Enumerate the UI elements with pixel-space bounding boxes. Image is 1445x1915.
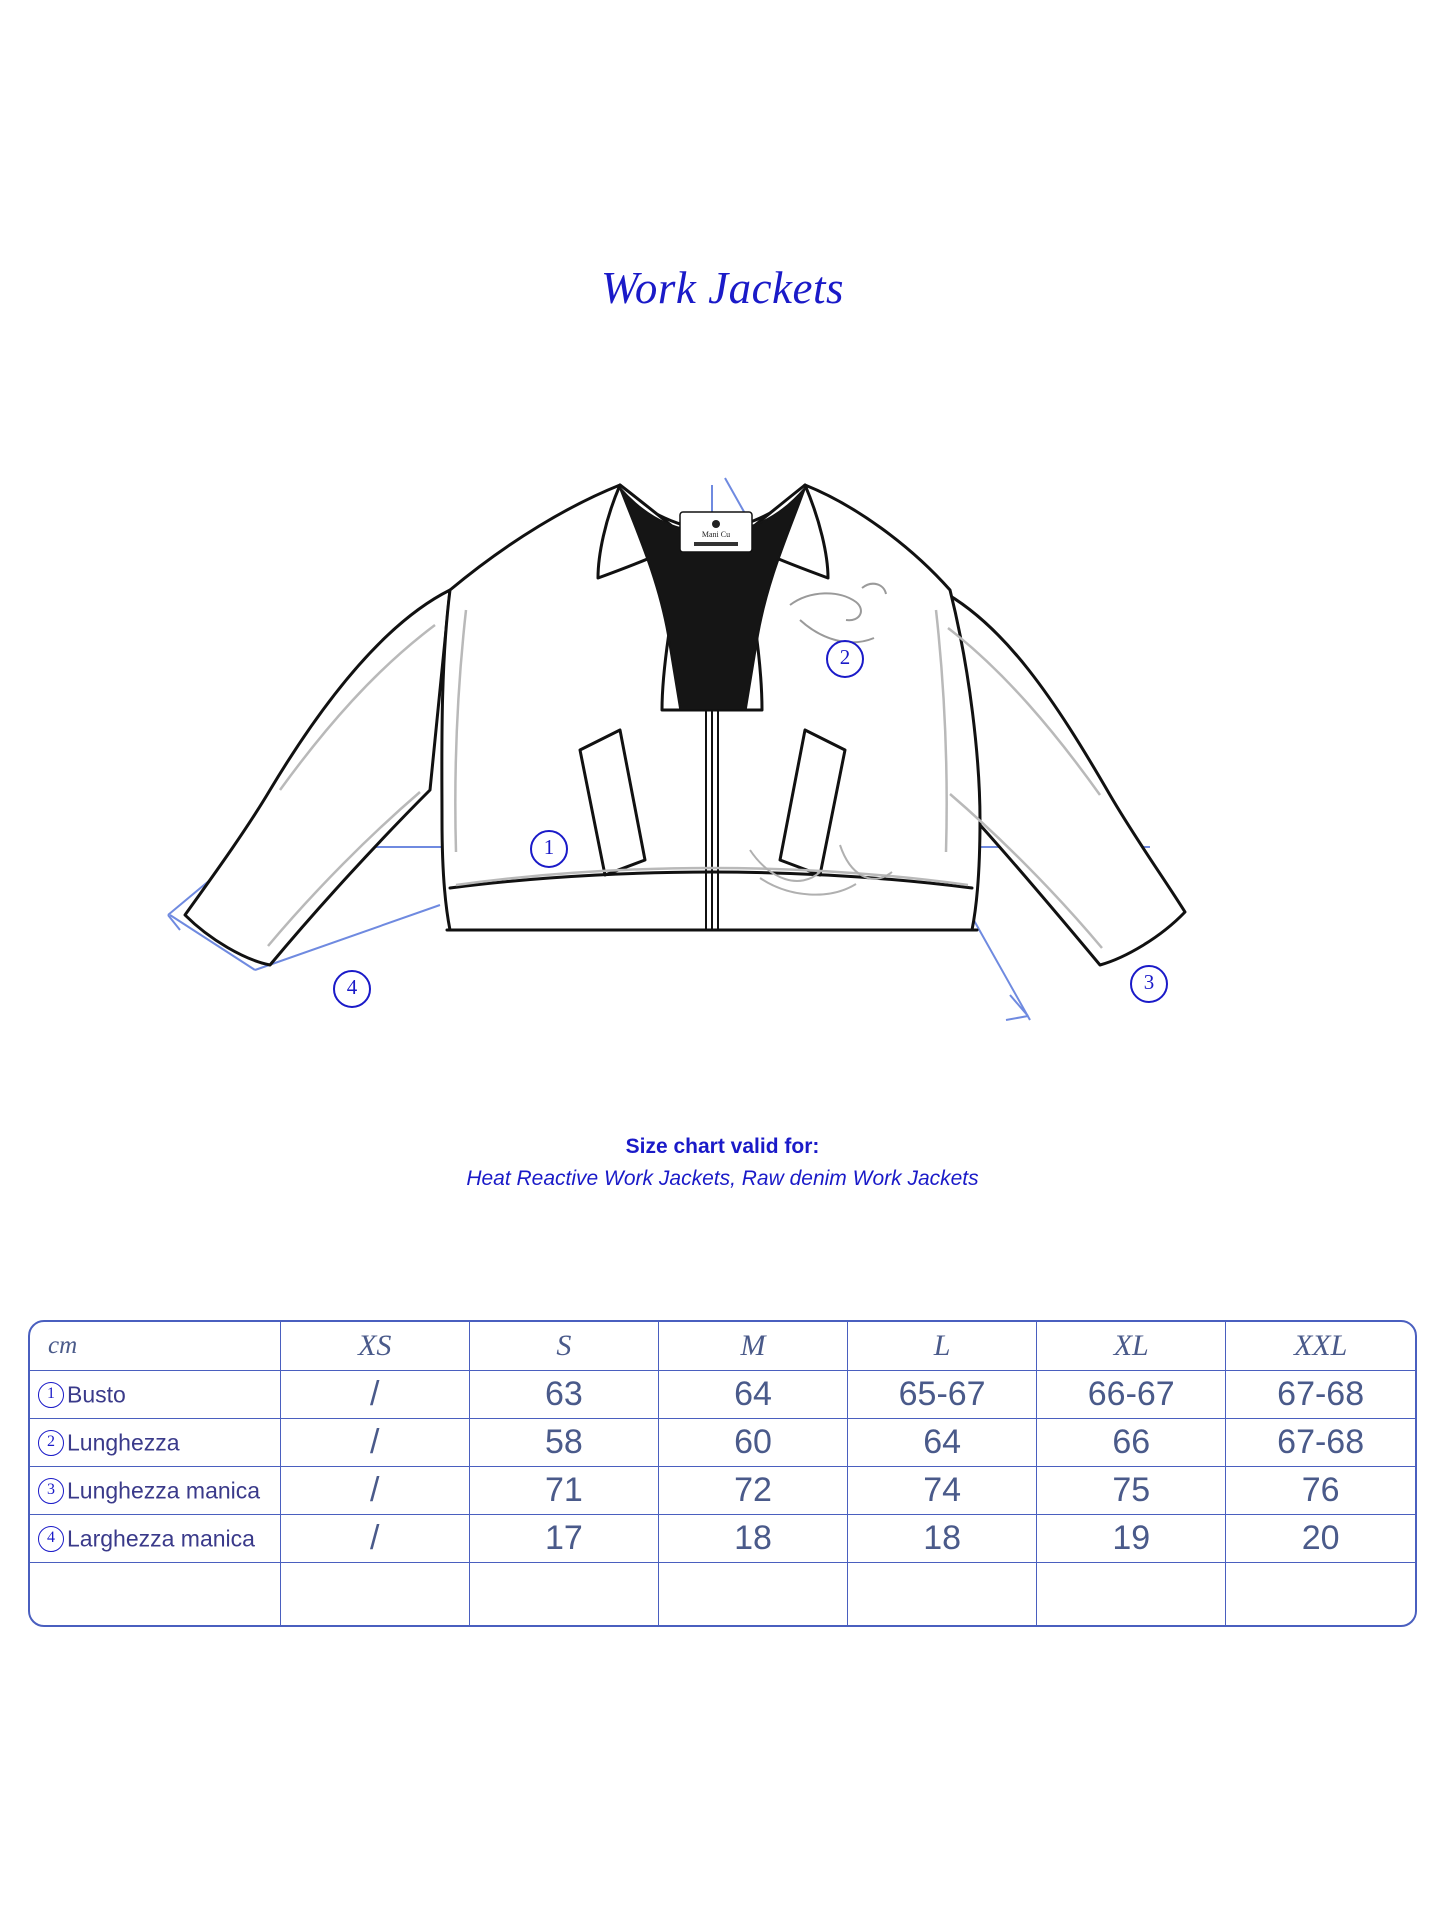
cell-lunghezza-manica-l: 74: [848, 1467, 1037, 1515]
cell-busto-xl: 66-67: [1037, 1371, 1226, 1419]
cell-larghezza-manica-l: 18: [848, 1515, 1037, 1563]
jacket-drawing-svg: [150, 460, 1295, 1120]
row-number-icon: 1: [38, 1382, 64, 1408]
marker-4: 4: [333, 970, 371, 1008]
cell-lunghezza-manica-m: 72: [658, 1467, 847, 1515]
cell-lunghezza-xxl: 67-68: [1226, 1419, 1415, 1467]
cell-lunghezza-m: 60: [658, 1419, 847, 1467]
jacket-illustration: [150, 460, 1295, 1120]
cell-larghezza-manica-s: 17: [469, 1515, 658, 1563]
row-label-text: Lunghezza manica: [67, 1477, 261, 1504]
marker-3: 3: [1130, 965, 1168, 1003]
page-title: Work Jackets: [601, 263, 844, 313]
row-label-text: Larghezza manica: [67, 1525, 255, 1552]
column-header-xl: XL: [1037, 1322, 1226, 1371]
empty-cell: [469, 1563, 658, 1626]
table-row: [30, 1371, 1415, 1419]
table-row-empty: [30, 1563, 1415, 1626]
svg-text:Mani Cu: Mani Cu: [701, 530, 731, 539]
table-row: [30, 1419, 1415, 1467]
cell-busto-l: 65-67: [848, 1371, 1037, 1419]
size-chart-caption: [0, 1135, 1445, 1191]
cell-lunghezza-s: 58: [469, 1419, 658, 1467]
empty-cell: [1226, 1563, 1415, 1626]
size-chart-table: [30, 1322, 1415, 1625]
cell-busto-xxl: 67-68: [1226, 1371, 1415, 1419]
table-row: [30, 1467, 1415, 1515]
marker-2: 2: [826, 640, 864, 678]
empty-cell: [658, 1563, 847, 1626]
row-label-busto: [30, 1371, 280, 1419]
table-header-row: [30, 1322, 1415, 1371]
cell-lunghezza-xs: /: [280, 1419, 469, 1467]
column-header-xxl: XXL: [1226, 1322, 1415, 1371]
empty-cell: [30, 1563, 280, 1626]
cell-lunghezza-xl: 66: [1037, 1419, 1226, 1467]
column-header-s: S: [469, 1322, 658, 1371]
cell-larghezza-manica-xxl: 20: [1226, 1515, 1415, 1563]
cell-lunghezza-manica-s: 71: [469, 1467, 658, 1515]
empty-cell: [848, 1563, 1037, 1626]
cell-lunghezza-manica-xl: 75: [1037, 1467, 1226, 1515]
row-label-text: Busto: [67, 1381, 126, 1408]
cell-lunghezza-l: 64: [848, 1419, 1037, 1467]
table-row: [30, 1515, 1415, 1563]
empty-cell: [1037, 1563, 1226, 1626]
column-header-xs: XS: [280, 1322, 469, 1371]
unit-header: cm: [30, 1322, 280, 1371]
cell-busto-m: 64: [658, 1371, 847, 1419]
marker-1: 1: [530, 830, 568, 868]
row-number-icon: 2: [38, 1430, 64, 1456]
caption-line-1: Size chart valid for:: [625, 1135, 820, 1158]
cell-busto-xs: /: [280, 1371, 469, 1419]
row-label-larghezza-manica: [30, 1515, 280, 1563]
cell-lunghezza-manica-xs: /: [280, 1467, 469, 1515]
column-header-m: M: [658, 1322, 847, 1371]
cell-lunghezza-manica-xxl: 76: [1226, 1467, 1415, 1515]
row-label-lunghezza-manica: [30, 1467, 280, 1515]
row-number-icon: 3: [38, 1478, 64, 1504]
column-header-l: L: [848, 1322, 1037, 1371]
row-number-icon: 4: [38, 1526, 64, 1552]
caption-line-2: Heat Reactive Work Jackets, Raw denim Work Jackets: [466, 1167, 979, 1190]
brand-label: [680, 512, 752, 552]
size-chart-table-container: [28, 1320, 1417, 1627]
row-label-lunghezza: [30, 1419, 280, 1467]
cell-larghezza-manica-xs: /: [280, 1515, 469, 1563]
cell-larghezza-manica-xl: 19: [1037, 1515, 1226, 1563]
cell-larghezza-manica-m: 18: [658, 1515, 847, 1563]
cell-busto-s: 63: [469, 1371, 658, 1419]
row-label-text: Lunghezza: [67, 1429, 180, 1456]
empty-cell: [280, 1563, 469, 1626]
